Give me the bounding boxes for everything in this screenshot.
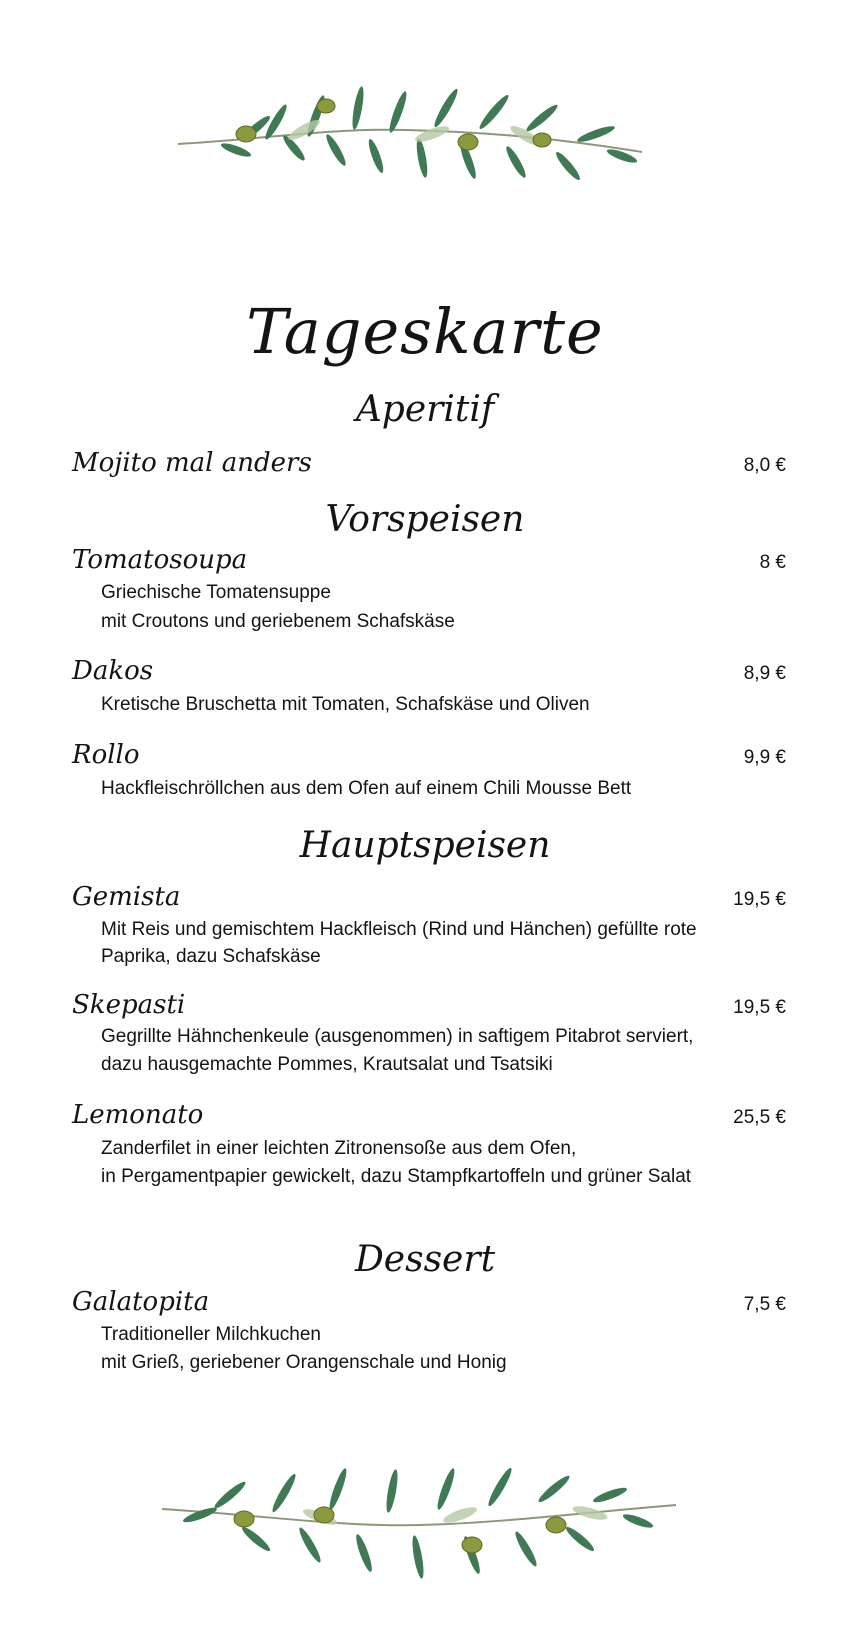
dish-price: 19,5 € bbox=[733, 889, 786, 910]
dish-price: 9,9 € bbox=[743, 747, 786, 768]
dish-price: 8 € bbox=[759, 552, 786, 573]
dish-description-line: Zanderfilet in einer leichten Zitronensoße aus dem Ofen, bbox=[101, 1138, 577, 1159]
dish-name: Tomatosoupa bbox=[72, 545, 248, 575]
section-heading-aperitif: Aperitif bbox=[355, 389, 495, 430]
dish-name: Gemista bbox=[72, 882, 181, 912]
dish-description-line: Hackfleischröllchen aus dem Ofen auf einem Chili Mousse Bett bbox=[101, 778, 632, 799]
dish-description-line: Paprika, dazu Schafskäse bbox=[101, 946, 321, 967]
dish-name: Skepasti bbox=[72, 990, 186, 1020]
section-heading-hauptspeisen: Hauptspeisen bbox=[299, 825, 551, 866]
dish-name: Galatopita bbox=[72, 1287, 210, 1317]
olive-branch-bottom-icon bbox=[160, 1465, 680, 1595]
dish-price: 8,9 € bbox=[743, 663, 786, 684]
dish-description-line: Gegrillte Hähnchenkeule (ausgenommen) in saftigem Pitabrot serviert, bbox=[101, 1026, 694, 1047]
dish-description-line: dazu hausgemachte Pommes, Krautsalat und Tsatsiki bbox=[101, 1054, 553, 1075]
dish-description-line: in Pergamentpapier gewickelt, dazu Stampfkartoffeln und grüner Salat bbox=[101, 1166, 692, 1187]
dish-description-line: mit Croutons und geriebenem Schafskäse bbox=[101, 611, 455, 632]
dish-price: 19,5 € bbox=[733, 997, 786, 1018]
dish-description-line: Kretische Bruschetta mit Tomaten, Schafskäse und Oliven bbox=[101, 694, 590, 715]
dish-description-line: Griechische Tomatensuppe bbox=[101, 582, 331, 603]
section-heading-vorspeisen: Vorspeisen bbox=[325, 499, 525, 540]
dish-description-line: Mit Reis und gemischtem Hackfleisch (Rind und Hänchen) gefüllte rote bbox=[101, 919, 697, 940]
page-title: Tageskarte bbox=[246, 295, 604, 368]
section-heading-dessert: Dessert bbox=[354, 1239, 496, 1280]
dish-price: 25,5 € bbox=[733, 1107, 786, 1128]
dish-price: 7,5 € bbox=[743, 1294, 786, 1315]
dish-description-line: mit Grieß, geriebener Orangenschale und Honig bbox=[101, 1352, 507, 1373]
dish-description-line: Traditioneller Milchkuchen bbox=[101, 1324, 322, 1345]
dish-name: Rollo bbox=[72, 740, 140, 770]
olive-branch-top-icon bbox=[176, 78, 646, 208]
dish-name: Dakos bbox=[72, 656, 154, 686]
dish-name: Mojito mal anders bbox=[72, 448, 312, 478]
dish-price: 8,0 € bbox=[743, 455, 786, 476]
dish-name: Lemonato bbox=[72, 1100, 204, 1130]
